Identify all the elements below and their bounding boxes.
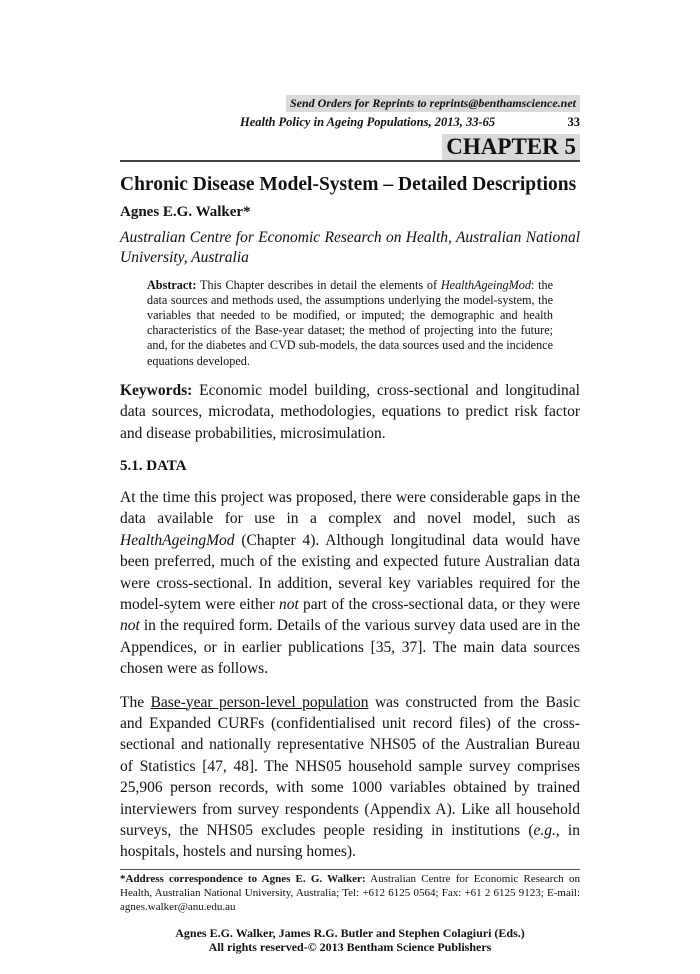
abstract-label: Abstract:	[147, 277, 197, 292]
footer	[120, 926, 580, 974]
chapter-label: CHAPTER 5	[442, 134, 580, 160]
journal-citation: Health Policy in Ageing Populations, 2013, 33-65	[240, 115, 496, 129]
copyright-line: All rights reserved-© 2013 Bentham Science Publishers	[208, 940, 492, 955]
running-header	[120, 114, 580, 130]
keywords	[120, 380, 580, 444]
para2-text: The	[120, 693, 151, 711]
reprint-row	[120, 95, 580, 112]
para2-text: was constructed from the Basic and Expanded CURFs (confidentialised unit record files) of the cross-sectional and nationally representative NHS05 of the Australian Bureau of Statistics [47, 48]. The NHS05 household sample survey comprises 25,906 person records, with some 1000 variables obtained by trained interviewers from survey respondents (Appendix A). Like all household surveys, the NHS05 excludes people residing in institutions (	[120, 693, 580, 840]
abstract-model-name: HealthAgeingMod	[440, 277, 531, 292]
keywords-text: Economic model building, cross-sectional and longitudinal data sources, microdata, methodologies, equations to predict risk factor and disease probabilities, microsimulation.	[120, 381, 580, 442]
page	[120, 0, 580, 974]
abstract	[147, 278, 553, 369]
section-heading: 5.1. DATA	[120, 457, 187, 474]
para2-italic-eg: e.g.,	[533, 822, 560, 840]
footnote-text: Australian Centre for Economic Research on Health, Australian National University, Australia; Tel: +612 6125 0564; Fax: +61 2 6125 9123; E-mail: agnes.walker@anu.edu.au	[120, 873, 580, 914]
article-author: Agnes E.G. Walker*	[120, 203, 251, 220]
para2-text: in hospitals, hostels and nursing homes).	[120, 822, 580, 861]
editors-line: Agnes E.G. Walker, James R.G. Butler and Stephen Colagiuri (Eds.)	[175, 926, 525, 941]
footnote-label: *Address correspondence to Agnes E. G. Walker:	[120, 873, 366, 886]
para1-text: part of the cross-sectional data, or they were	[298, 595, 580, 613]
abstract-text: This Chapter describes in detail the elements of	[196, 277, 441, 292]
para1-italic-not: not	[278, 595, 299, 613]
reprint-notice: Send Orders for Reprints to reprints@benthamscience.net	[286, 95, 580, 112]
footnote	[120, 872, 580, 914]
article-title: Chronic Disease Model-System – Detailed Descriptions	[120, 173, 577, 195]
paragraph-2	[120, 692, 580, 863]
para1-text: in the required form. Details of the various survey data used are in the Appendices, or in earlier publications [35, 37]. The main data sources chosen were as follows.	[120, 617, 580, 678]
page-number: 33	[567, 115, 580, 129]
para1-text: (Chapter 4). Although longitudinal data would have been preferred, much of the existing and expected future Australian data were cross-sectional. In addition, several key variables required for the model-sytem were either	[120, 531, 580, 613]
paragraph-1	[120, 487, 580, 680]
para1-text: At the time this project was proposed, there were considerable gaps in the data available for use in a complex and novel model, such as	[120, 488, 580, 528]
para1-italic-model: HealthAgeingMod	[120, 531, 235, 549]
para2-underlined-term: Base-year person-level population	[150, 693, 369, 711]
keywords-label: Keywords:	[120, 381, 193, 399]
footnote-rule	[120, 869, 580, 870]
author-affiliation: Australian Centre for Economic Research on Health, Australian National University, Australia	[120, 228, 580, 266]
header-rule	[120, 160, 580, 162]
chapter-row	[120, 134, 580, 160]
abstract-text-cont: : the data sources and methods used, the assumptions underlying the model-system, the variables that needed to be modified, or imputed; the demographic and health characteristics of the Base-year dataset; the method of projecting into the future; and, for the diabetes and CVD sub-models, the data sources used and the incidence equations developed.	[147, 277, 553, 368]
para1-italic-not: not	[120, 617, 140, 635]
